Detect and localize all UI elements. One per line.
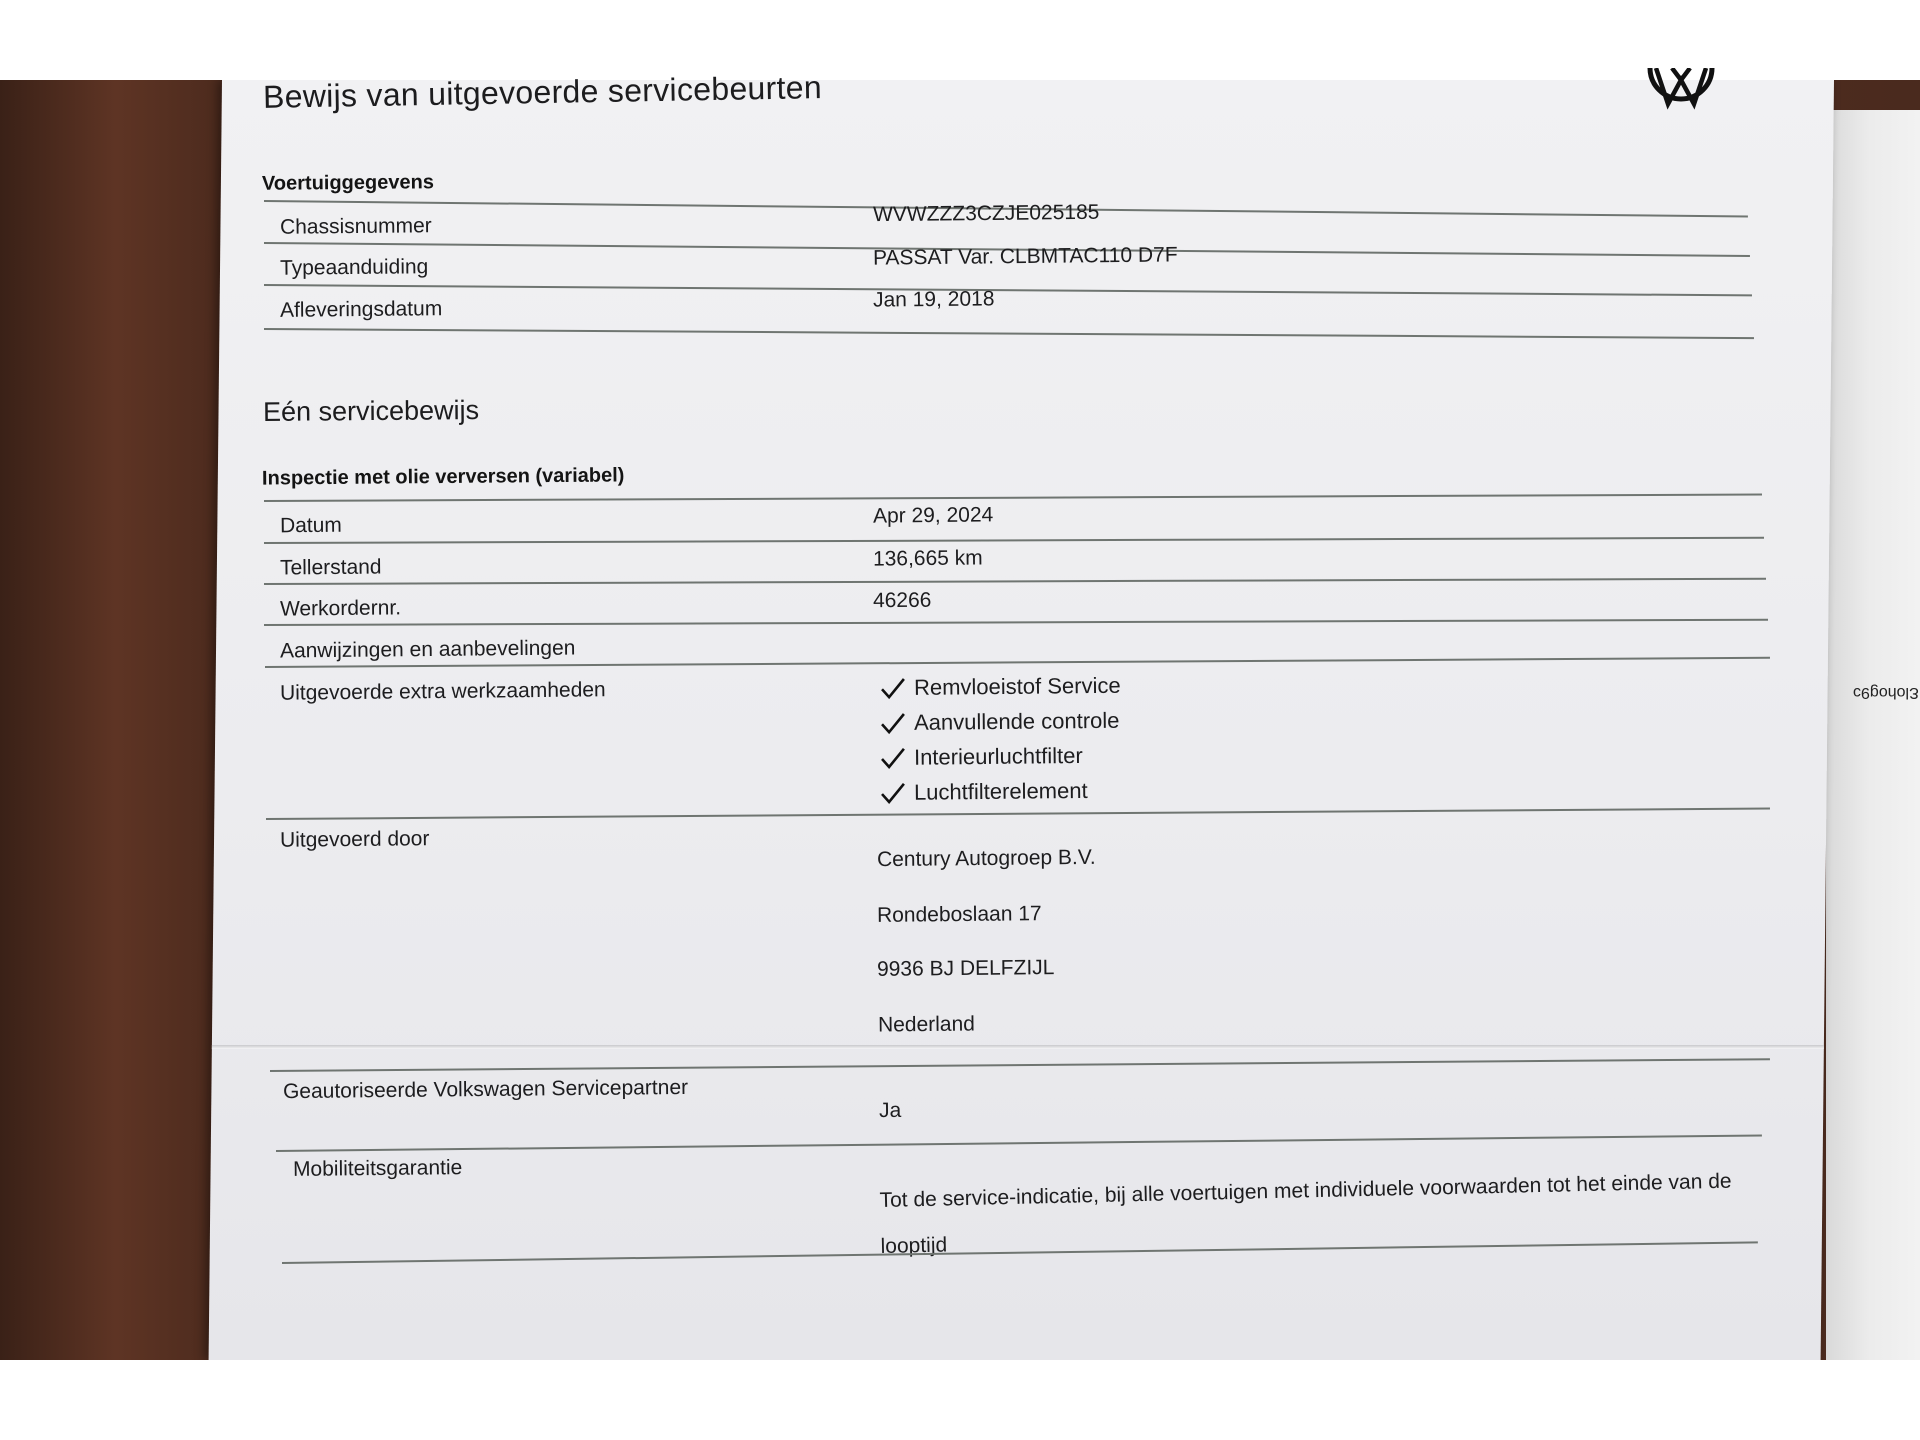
dealer-country: Nederland bbox=[877, 1012, 976, 1037]
advice-label: Aanwijzingen en aanbevelingen bbox=[279, 636, 576, 663]
delivery-label: Afleveringsdatum bbox=[279, 297, 443, 322]
checkmark-icon bbox=[880, 711, 906, 735]
extra-work-item bbox=[880, 743, 1083, 771]
dealer-city: 9936 BJ DELFZIJL bbox=[876, 956, 1055, 981]
checkmark-icon bbox=[880, 676, 906, 700]
dealer-street: Rondeboslaan 17 bbox=[876, 902, 1042, 927]
checkmark-icon bbox=[880, 781, 906, 805]
extra-work-label: Uitgevoerde extra werkzaamheden bbox=[279, 678, 606, 705]
extra-work-item bbox=[880, 778, 1088, 806]
side-sheet-text: Ɛlohog9ɔ bbox=[1853, 684, 1919, 701]
document-title: Bewijs van uitgevoerde servicebeurten bbox=[262, 69, 823, 115]
service-section-title: Inspectie met olie verversen (variabel) bbox=[261, 464, 625, 490]
extra-work-item-label: Luchtfilterelement bbox=[913, 777, 1088, 805]
extra-work-item bbox=[880, 708, 1120, 737]
service-heading: Eén servicebewijs bbox=[262, 395, 480, 427]
type-value: PASSAT Var. CLBMTAC110 D7F bbox=[872, 243, 1178, 270]
type-label: Typeaanduiding bbox=[279, 255, 429, 280]
mobility-label: Mobiliteitsgarantie bbox=[292, 1156, 463, 1181]
volkswagen-logo-icon bbox=[1646, 68, 1716, 120]
workorder-value: 46266 bbox=[872, 588, 932, 613]
date-label: Datum bbox=[279, 513, 342, 538]
dealer-name: Century Autogroep B.V. bbox=[876, 845, 1096, 872]
extra-work-item-label: Aanvullende controle bbox=[913, 707, 1120, 735]
authorized-value: Ja bbox=[878, 1098, 902, 1123]
mobility-value: Tot de service-indicatie, bij alle voertuigen met individuele voorwaarden tot het einde van de looptijd bbox=[879, 1169, 1732, 1258]
odometer-label: Tellerstand bbox=[279, 555, 382, 580]
extra-work-item-label: Remvloeistof Service bbox=[913, 672, 1121, 700]
paper-fold bbox=[212, 1045, 1824, 1049]
chassis-value: WVWZZZ3CZJE025185 bbox=[872, 200, 1100, 227]
chassis-label: Chassisnummer bbox=[279, 214, 432, 239]
workorder-label: Werkordernr. bbox=[279, 596, 402, 621]
authorized-label: Geautoriseerde Volkswagen Servicepartner bbox=[282, 1075, 689, 1104]
vehicle-section-title: Voertuiggegevens bbox=[261, 171, 434, 195]
performed-by-label: Uitgevoerd door bbox=[279, 827, 430, 852]
delivery-value: Jan 19, 2018 bbox=[872, 287, 995, 312]
side-sheet bbox=[1826, 110, 1920, 1360]
extra-work-item bbox=[880, 673, 1121, 702]
odometer-value: 136,665 km bbox=[872, 546, 983, 571]
extra-work-item-label: Interieurluchtfilter bbox=[913, 742, 1083, 770]
checkmark-icon bbox=[880, 746, 906, 770]
date-value: Apr 29, 2024 bbox=[872, 503, 994, 528]
